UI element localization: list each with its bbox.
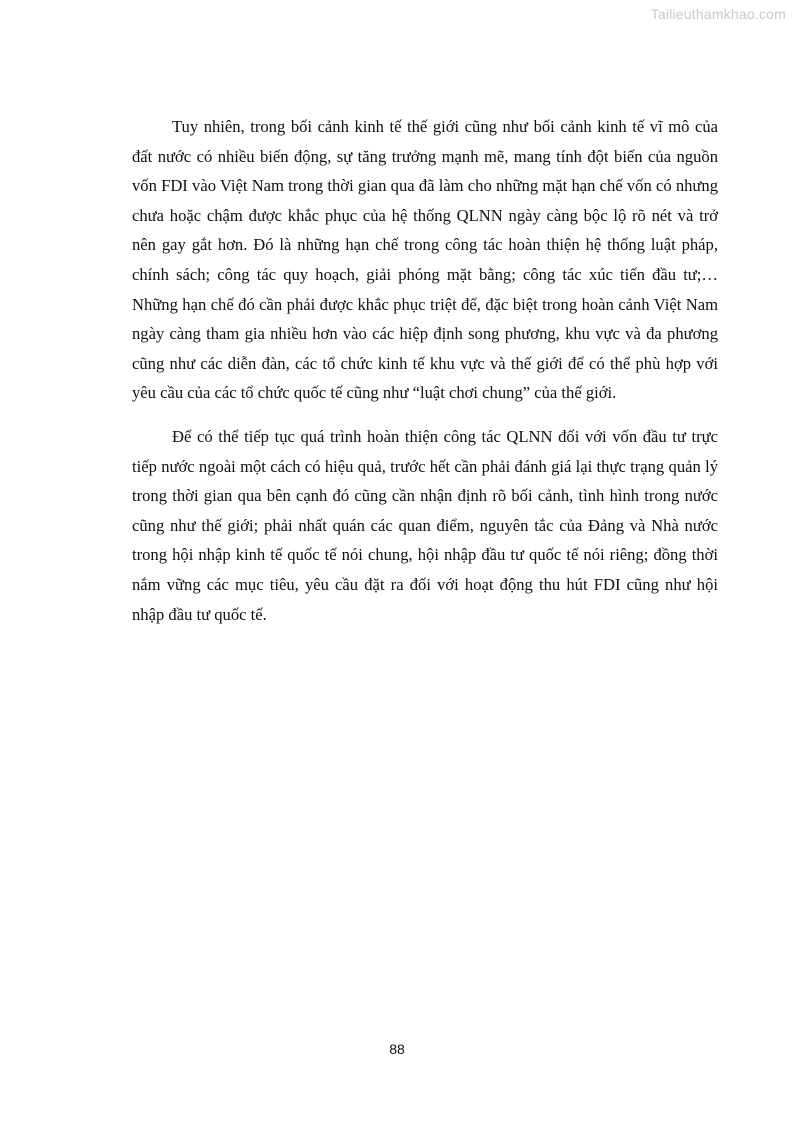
watermark-text: Tailieuthamkhao.com	[650, 6, 786, 22]
paragraph-2: Để có thể tiếp tục quá trình hoàn thiện công tác QLNN đối với vốn đầu tư trực tiếp nước ngoài một cách có hiệu quả, trước hết cần phải đánh giá lại thực trạng quản lý trong thời gian qua bên cạnh đó cũng cần nhận định rõ bối cảnh, tình hình trong nước cũng như thế giới; phải nhất quán các quan điểm, nguyên tắc của Đảng và Nhà nước trong hội nhập kinh tế quốc tế nói chung, hội nhập đầu tư quốc tế nói riêng; đồng thời nắm vững các mục tiêu, yêu cầu đặt ra đối với hoạt động thu hút FDI cũng như hội nhập đầu tư quốc tế.	[132, 426, 718, 624]
paragraph-1: Tuy nhiên, trong bối cảnh kinh tế thế giới cũng như bối cảnh kinh tế vĩ mô của đất nước có nhiều biến động, sự tăng trưởng mạnh mẽ, mang tính đột biến của nguồn vốn FDI vào Việt Nam trong thời gian qua đã làm cho những mặt hạn chế vốn có nhưng chưa hoặc chậm được khắc phục của hệ thống QLNN ngày càng bộc lộ rõ nét và trở nên gay gắt hơn. Đó là những hạn chế trong công tác hoàn thiện hệ thống luật pháp, chính sách; công tác quy hoạch, giải phóng mặt bằng; công tác xúc tiến đầu tư;… Những hạn chế đó cần phải được khắc phục triệt để, đặc biệt trong hoàn cảnh Việt Nam ngày càng tham gia nhiều hơn vào các hiệp định song phương, khu vực và đa phương cũng như các diễn đàn, các tổ chức kinh tế khu vực và thế giới để có thể phù hợp với yêu cầu của các tổ chức quốc tế cũng như “luật chơi chung” của thế giới.	[132, 117, 718, 403]
page-number: 88	[389, 1041, 405, 1057]
document-body	[132, 112, 718, 629]
